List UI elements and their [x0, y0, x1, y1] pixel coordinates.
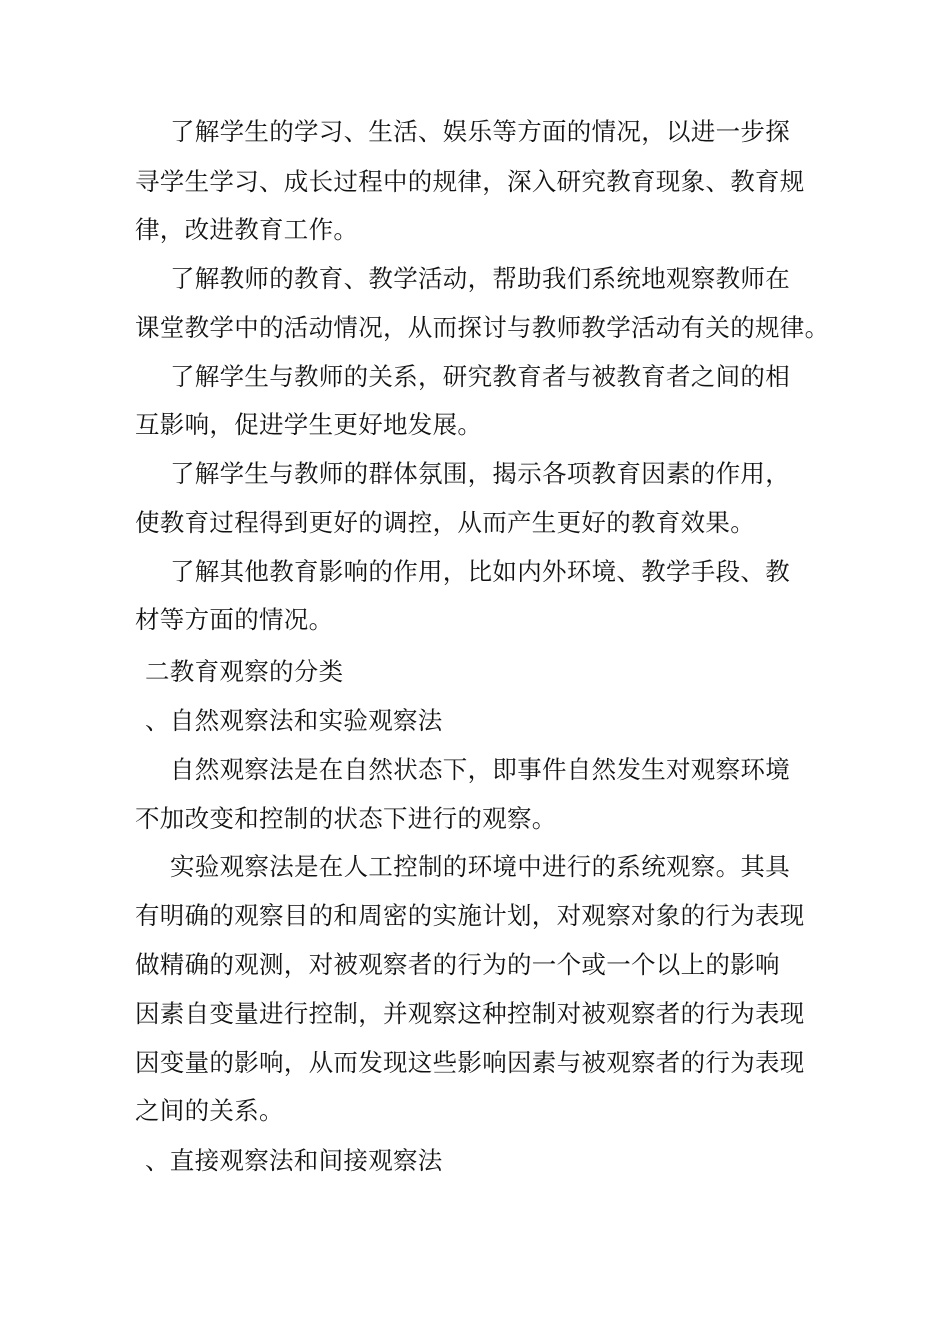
paragraph-line: 使教育过程得到更好的调控，从而产生更好的教育效果。	[135, 508, 755, 537]
paragraph-line: 了解学生的学习、生活、娱乐等方面的情况，以进一步探	[170, 117, 790, 146]
paragraph-line: 课堂教学中的活动情况，从而探讨与教师教学活动有关的规律。	[135, 313, 830, 342]
paragraph-line: 做精确的观测，对被观察者的行为的一个或一个以上的影响	[135, 950, 780, 979]
paragraph-line: 律，改进教育工作。	[135, 215, 359, 244]
subsection-heading: 、直接观察法和间接观察法	[145, 1146, 443, 1175]
paragraph-line: 材等方面的情况。	[135, 605, 334, 634]
paragraph-line: 了解教师的教育、教学活动，帮助我们系统地观察教师在	[170, 264, 790, 293]
paragraph-line: 了解其他教育影响的作用，比如内外环境、教学手段、教	[170, 557, 790, 586]
paragraph-line: 因素自变量进行控制，并观察这种控制对被观察者的行为表现	[135, 999, 805, 1028]
paragraph-line: 因变量的影响，从而发现这些影响因素与被观察者的行为表现	[135, 1048, 805, 1077]
section-heading: 二教育观察的分类	[145, 657, 344, 686]
paragraph-line: 互影响，促进学生更好地发展。	[135, 410, 483, 439]
paragraph-line: 之间的关系。	[135, 1096, 284, 1125]
paragraph-line: 了解学生与教师的关系，研究教育者与被教育者之间的相	[170, 362, 790, 391]
paragraph-line: 了解学生与教师的群体氛围，揭示各项教育因素的作用，	[170, 459, 790, 488]
paragraph-line: 自然观察法是在自然状态下，即事件自然发生对观察环境	[170, 755, 790, 784]
paragraph-line: 寻学生学习、成长过程中的规律，深入研究教育现象、教育规	[135, 167, 805, 196]
paragraph-line: 实验观察法是在人工控制的环境中进行的系统观察。其具	[170, 852, 790, 881]
paragraph-line: 有明确的观察目的和周密的实施计划，对观察对象的行为表现	[135, 901, 805, 930]
subsection-heading: 、自然观察法和实验观察法	[145, 706, 443, 735]
paragraph-line: 不加改变和控制的状态下进行的观察。	[135, 804, 557, 833]
